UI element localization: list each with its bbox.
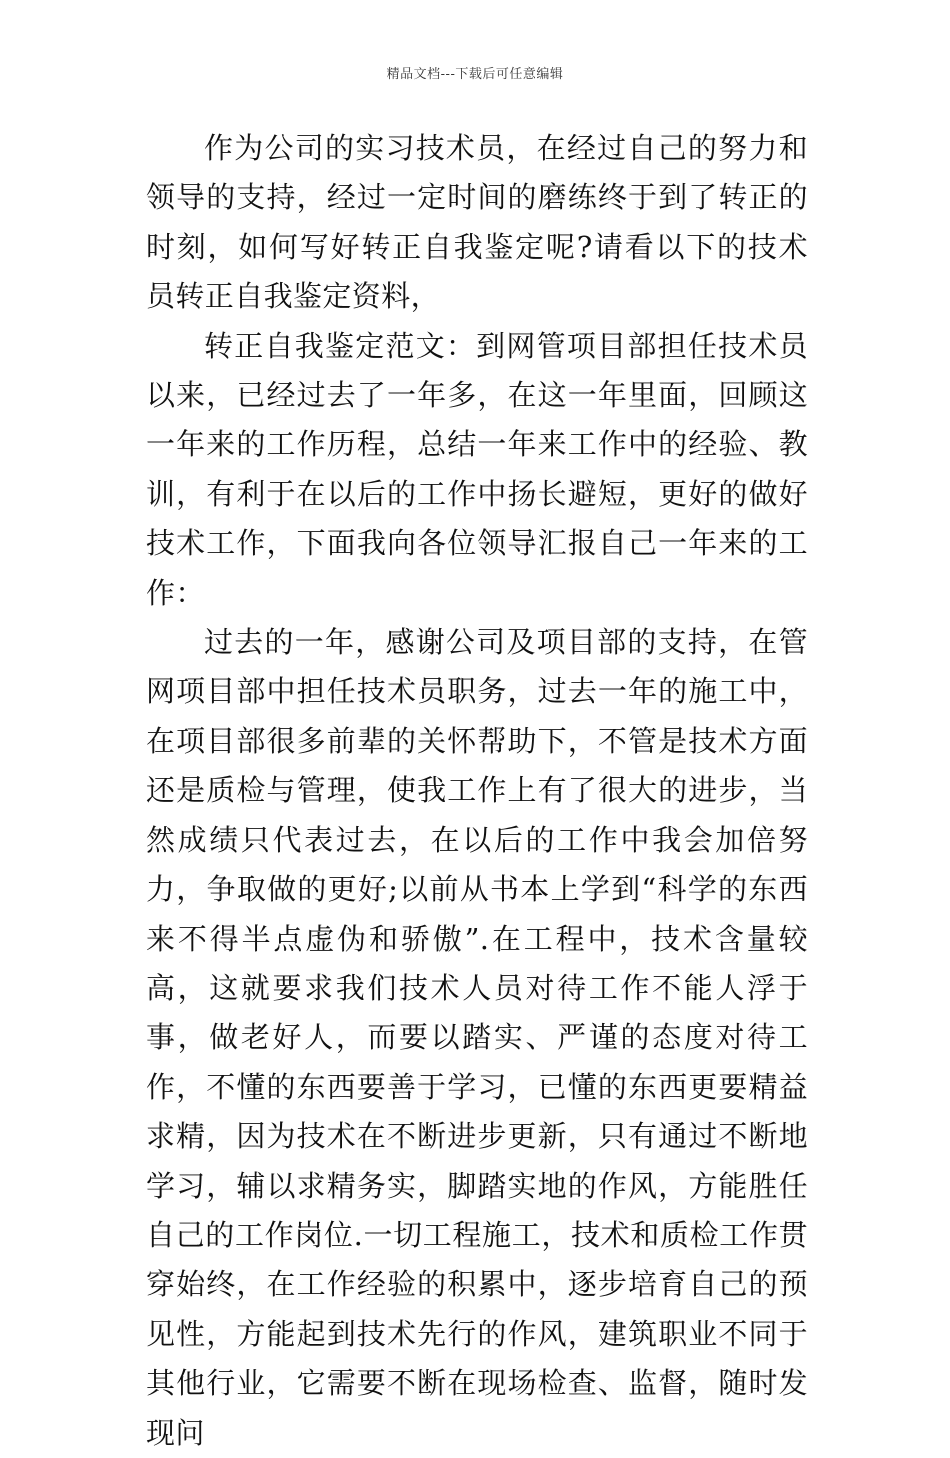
page-header: 精品文档---下载后可任意编辑 — [386, 67, 564, 82]
paragraph-intro: 作为公司的实习技术员，在经过自己的努力和领导的支持，经过一定时间的磨练终于到了转正的时刻，如何写好转正自我鉴定呢?请看以下的技术员转正自我鉴定资料， — [146, 131, 808, 314]
document-body — [146, 124, 808, 1458]
paragraph-sample-start: 转正自我鉴定范文：到网管项目部担任技术员以来，已经过去了一年多，在这一年里面，回顾这一年来的工作历程，总结一年来工作中的经验、教训，有利于在以后的工作中扬长避短，更好的做好技术工作，下面我向各位领导汇报自己一年来的工作： — [146, 328, 808, 610]
paragraph-past-year: 过去的一年，感谢公司及项目部的支持，在管网项目部中担任技术员职务，过去一年的施工中，在项目部很多前辈的关怀帮助下，不管是技术方面还是质检与管理，使我工作上有了很大的进步，当然成绩只代表过去，在以后的工作中我会加倍努力，争取做的更好;以前从书本上学到“科学的东西来不得半点虚伪和骄傲”.在工程中，技术含量较高，这就要求我们技术人员对待工作不能人浮于事，做老好人，而要以踏实、严谨的态度对待工作，不懂的东西要善于学习，已懂的东西更要精益求精，因为技术在不断进步更新，只有通过不断地学习，辅以求精务实，脚踏实地的作风，方能胜任自己的工作岗位.一切工程施工，技术和质检工作贯穿始终，在工作经验的积累中，逐步培育自己的预见性，方能起到技术先行的作风，建筑职业不同于其他行业，它需要不断在现场检查、监督，随时发现问 — [146, 625, 808, 1450]
